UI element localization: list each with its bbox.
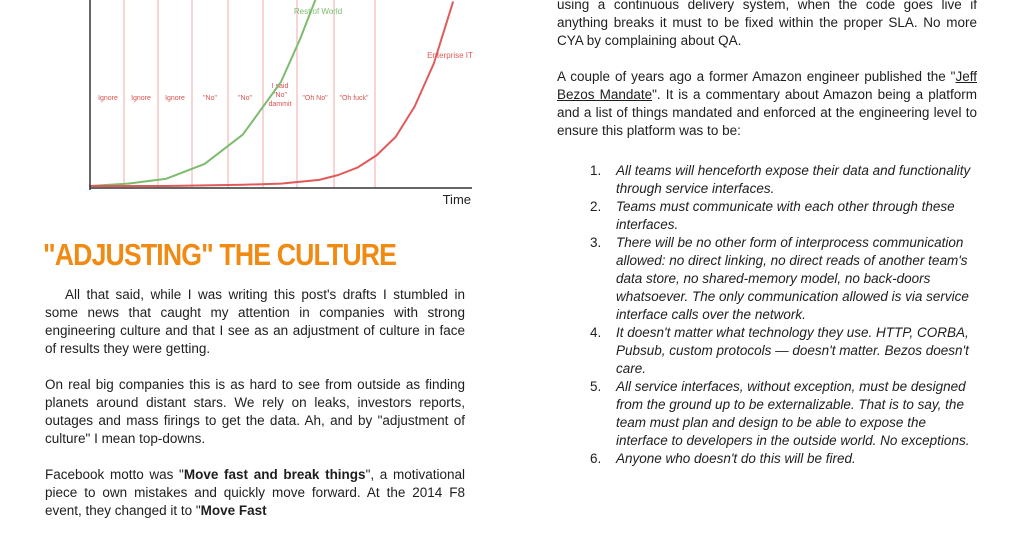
text-span: ". It is a commentary about Amazon being a platform and a list of things mandated and enforced at the engineering level to ensure this platform was to be:: [557, 87, 977, 138]
list-item: [590, 378, 980, 450]
x-axis-label: Time: [442, 192, 471, 207]
series-label: Enterprise IT: [427, 51, 473, 60]
text-span: A couple of years ago a former Amazon engineer published the ": [557, 69, 956, 84]
text-span: Facebook motto was ": [45, 467, 184, 482]
phase-label: "Oh fuck": [339, 95, 369, 102]
list-item: [590, 198, 980, 234]
phase-divider-lines: [124, 0, 375, 188]
list-item: [590, 450, 980, 468]
bold-phrase: Move fast and break things: [183, 467, 366, 482]
phase-label: Ignore: [131, 95, 151, 102]
phase-label: Ignore: [98, 95, 118, 102]
left-column-text: [45, 286, 465, 538]
text-span: ", a motivational piece to own mistakes and quickly move forward. At the 2014 F8 event, they changed it to ": [45, 467, 465, 518]
jeff-bezos-mandate-link[interactable]: Jeff Bezos Mandate: [557, 69, 977, 102]
list-number: 3.: [590, 235, 602, 250]
series-labels: [294, 7, 473, 60]
list-item: [590, 234, 980, 324]
list-number: 5.: [590, 379, 602, 394]
phase-label: "No": [238, 95, 252, 102]
list-text: Anyone who doesn't do this will be fired.: [616, 451, 856, 466]
series-label: Rest of World: [293, 7, 343, 16]
phase-label: "No": [203, 95, 217, 102]
phase-label: Ignore: [165, 95, 185, 102]
right-column-text: [557, 0, 977, 158]
list-item: [590, 162, 980, 198]
list-number: 2.: [590, 199, 602, 214]
list-text: All service interfaces, without exception, must be designed from the ground up to be externalizable. That is to say, the team must plan and design to be able to expose the interface to developers in the outside world. No exceptions.: [616, 379, 970, 448]
phase-label: I said "No" dammit: [268, 83, 292, 108]
paragraph: using a continuous delivery system, when the code goes live if anything breaks it must to be fixed within the proper SLA. No more CYA by complaining about QA.: [557, 0, 977, 48]
list-text: There will be no other form of interprocess communication allowed: no direct linking, no direct reads of another team's data store, no shared-memory model, no back-doors whatsoever. The only communication allowed is via service interface calls over the network.: [616, 235, 969, 322]
phase-label: "Oh No": [302, 95, 328, 102]
section-title: "ADJUSTING" THE CULTURE: [43, 237, 397, 272]
paragraph: [557, 68, 977, 140]
list-text: Teams must communicate with each other through these interfaces.: [616, 199, 955, 232]
list-number: 6.: [590, 451, 602, 466]
list-number: 4.: [590, 325, 602, 340]
list-item: [590, 324, 980, 378]
adoption-curve-chart: [40, 0, 480, 212]
bold-phrase: Move Fast: [200, 503, 267, 518]
phase-labels: [98, 83, 369, 108]
paragraph: All that said, while I was writing this post's drafts I stumbled in some news that caught my attention in companies with strong engineering culture and that I see as an adjustment of culture in face of results they were getting.: [45, 287, 465, 356]
series-lines: [90, 0, 453, 186]
paragraph: On real big companies this is as hard to see from outside as finding planets around distant stars. We rely on leaks, investors reports, outages and mass firings to get the data. Ah, and by "adjustment of culture" I mean top-downs.: [45, 377, 465, 446]
mandate-list: [590, 162, 980, 468]
list-number: 1.: [590, 163, 602, 178]
list-text: It doesn't matter what technology they use. HTTP, CORBA, Pubsub, custom protocols — doesn't matter. Bezos doesn't care.: [616, 325, 969, 376]
list-text: All teams will henceforth expose their data and functionality through service interfaces.: [616, 163, 971, 196]
